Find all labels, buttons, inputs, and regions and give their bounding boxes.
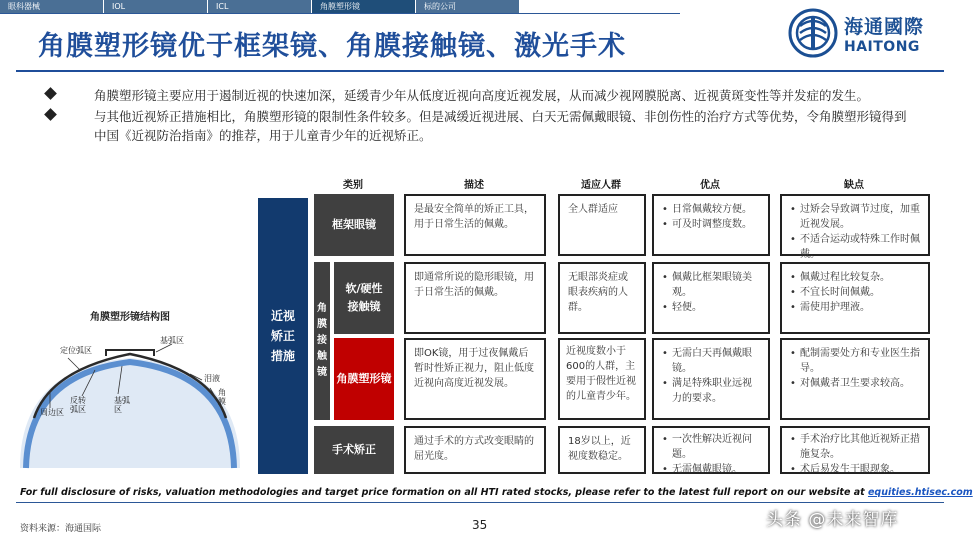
- comparison-table: [258, 172, 938, 482]
- group-label-myopia-correction: 近视矫正措施: [258, 198, 308, 474]
- nav-tab-ophthalmic-devices[interactable]: 眼科器械: [0, 0, 104, 13]
- label-base-arc: 基弧区: [114, 396, 130, 414]
- header-target-population: 适应人群: [581, 180, 621, 191]
- cell-cons-surgery: [780, 426, 930, 474]
- header-disadvantages: 缺点: [844, 180, 864, 191]
- cell-fit-spectacles: 全人群适应: [558, 194, 646, 256]
- title-underline: [16, 70, 944, 72]
- cell-desc-surgery: 通过手术的方式改变眼睛的屈光度。: [404, 426, 546, 474]
- nav-tab-icl[interactable]: ICL: [208, 0, 312, 13]
- bullet-list: [38, 86, 918, 147]
- cons-item: • 对佩戴者卫生要求较高。: [790, 376, 920, 391]
- bullet-item: [38, 107, 918, 145]
- cons-item: • 过矫会导致调节过度，加重近视发展。: [790, 202, 920, 232]
- pros-item: • 无需白天再佩戴眼镜。: [662, 346, 760, 376]
- category-surgery: 手术矫正: [314, 426, 394, 474]
- header-description: 描述: [464, 180, 484, 191]
- cornea-lens-illustration: [20, 308, 240, 468]
- label-peripheral-arc: 周边区: [40, 408, 64, 417]
- cell-fit-contact: 无眼部炎症或眼表疾病的人群。: [558, 262, 646, 334]
- cell-pros-spectacles: [652, 194, 770, 256]
- page-number: 35: [472, 518, 488, 532]
- source-note: 资料来源：海通国际: [20, 524, 102, 534]
- cell-fit-ortho-k: 近视度数小于600的人群，主要用于假性近视的儿童青少年。: [558, 338, 646, 420]
- category-spectacles: 框架眼镜: [314, 194, 394, 256]
- pros-item: • 轻便。: [662, 300, 760, 315]
- label-base-curve-top: 基弧区: [160, 336, 184, 345]
- nav-tab-target-companies[interactable]: 标的公司: [416, 0, 520, 13]
- cell-desc-spectacles: 是最安全简单的矫正工具，用于日常生活的佩戴。: [404, 194, 546, 256]
- cell-fit-surgery: 18岁以上，近视度数稳定。: [558, 426, 646, 474]
- category-ortho-k: 角膜塑形镜: [334, 338, 394, 420]
- footer-divider: [16, 502, 944, 503]
- cell-cons-contact: [780, 262, 930, 334]
- disclosure-text: For full disclosure of risks, valuation methodologies and target price formation on all HTI rated stocks, please refer to the latest full report on our website at: [20, 487, 868, 498]
- cell-desc-ortho-k: 即OK镜，用于过夜佩戴后暂时性矫正视力，阻止低度近视向高度近视发展。: [404, 338, 546, 420]
- cell-cons-ortho-k: [780, 338, 930, 420]
- diamond-bullet-icon: [44, 87, 57, 100]
- label-cornea: 角膜: [218, 388, 226, 406]
- cell-desc-contact: 即通常所说的隐形眼镜，用于日常生活的佩戴。: [404, 262, 546, 334]
- header-advantages: 优点: [700, 180, 720, 191]
- haitong-logo: [788, 6, 953, 58]
- cell-pros-surgery: [652, 426, 770, 474]
- nav-tab-ortho-k[interactable]: 角膜塑形镜: [312, 0, 416, 13]
- label-tear-film: 泪液: [204, 374, 220, 383]
- cons-item: • 佩戴过程比较复杂。: [790, 270, 920, 285]
- ortho-k-structure-diagram: [20, 308, 240, 468]
- bullet-item: [38, 86, 918, 105]
- diagram-title: 角膜塑形镜结构图: [90, 312, 170, 323]
- diamond-bullet-icon: [44, 108, 57, 121]
- cons-item: • 不适合运动或特殊工作时佩戴。: [790, 232, 920, 262]
- cons-item: • 术后易发生干眼现象。: [790, 462, 920, 477]
- label-positioning-arc: 定位弧区: [60, 346, 92, 355]
- cell-pros-ortho-k: [652, 338, 770, 420]
- category-soft-hard-contact: 软/硬性接触镜: [334, 262, 394, 334]
- bullet-text: 角膜塑形镜主要应用于遏制近视的快速加深，延缓青少年从低度近视向高度近视发展，从而减少视网膜脱离、近视黄斑变性等并发症的发生。: [94, 88, 870, 103]
- page-title: 角膜塑形镜优于框架镜、角膜接触镜、激光手术: [38, 31, 626, 62]
- pros-item: • 日常佩戴较方便。: [662, 202, 760, 217]
- cell-cons-spectacles: [780, 194, 930, 260]
- disclosure-notice: [20, 487, 973, 498]
- pros-item: • 满足特殊职业远视力的要求。: [662, 376, 760, 406]
- pros-item: • 可及时调整度数。: [662, 217, 760, 232]
- cons-item: • 手术治疗比其他近视矫正措施复杂。: [790, 432, 920, 462]
- watermark-text: 头条 @未来智库: [766, 510, 899, 530]
- header-category: 类别: [343, 180, 363, 191]
- cons-item: • 配制需要处方和专业医生指导。: [790, 346, 920, 376]
- logo-english-name: HAITONG: [844, 39, 920, 55]
- website-link[interactable]: equities.htisec.com: [867, 487, 973, 498]
- nav-divider: [0, 13, 680, 14]
- bullet-text: 与其他近视矫正措施相比，角膜塑形镜的限制性条件较多。但是减缓近视进展、白天无需佩戴眼镜、非创伤性的治疗方式等优势，令角膜塑形镜得到中国《近视防治指南》的推荐，用于儿童青少年的近视矫正。: [94, 109, 907, 143]
- logo-chinese-name: 海通國際: [844, 16, 925, 38]
- top-nav: [0, 0, 520, 13]
- nav-tab-iol[interactable]: IOL: [104, 0, 208, 13]
- label-reverse-arc: 反转弧区: [70, 396, 86, 414]
- haitong-emblem-icon: [788, 8, 838, 58]
- pros-item: • 无需佩戴眼镜。: [662, 462, 760, 477]
- group-label-contact-lens: 角膜接触镜: [314, 262, 330, 420]
- pros-item: • 佩戴比框架眼镜美观。: [662, 270, 760, 300]
- cons-item: • 需使用护理液。: [790, 300, 920, 315]
- cell-pros-contact: [652, 262, 770, 334]
- pros-item: • 一次性解决近视问题。: [662, 432, 760, 462]
- cons-item: • 不宜长时间佩戴。: [790, 285, 920, 300]
